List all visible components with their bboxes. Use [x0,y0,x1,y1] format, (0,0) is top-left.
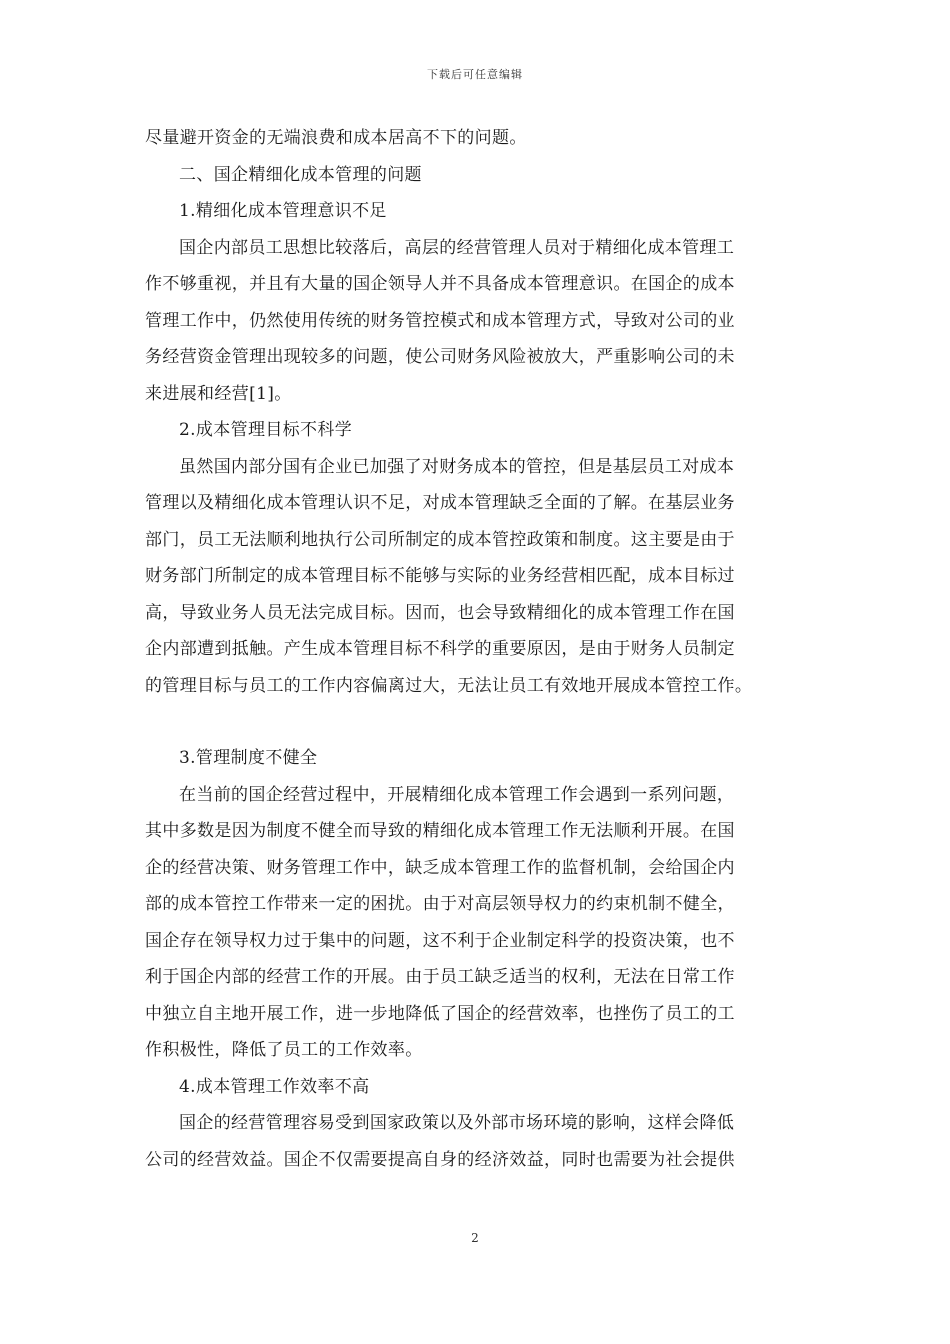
text-line: 务经营资金管理出现较多的问题，使公司财务风险被放大，严重影响公司的未 [145,347,735,367]
text-line: 管理工作中，仍然使用传统的财务管控模式和成本管理方式，导致对公司的业 [145,310,735,331]
text-line: 作积极性，降低了员工的工作效率。 [145,1040,423,1060]
text-line: 部的成本管控工作带来一定的困扰。由于对高层领导权力的约束机制不健全， [145,894,735,914]
text-line: 企内部遭到抵触。产生成本管理目标不科学的重要原因，是由于财务人员制定 [145,639,735,659]
text-line: 3.管理制度不健全 [179,748,318,768]
text-line: 尽量避开资金的无端浪费和成本居高不下的问题。 [145,128,527,148]
text-line: 高，导致业务人员无法完成目标。因而，也会导致精细化的成本管理工作在国 [145,602,735,623]
text-line: 在当前的国企经营过程中，开展精细化成本管理工作会遇到一系列问题， [179,784,735,805]
paragraph-spacer [145,704,815,740]
text-line: 财务部门所制定的成本管理目标不能够与实际的业务经营相匹配，成本目标过 [145,566,735,586]
text-line: 来进展和经营[1]。 [145,383,292,404]
text-line: 其中多数是因为制度不健全而导致的精细化成本管理工作无法顺利开展。在国 [145,821,735,841]
text-line: 作不够重视，并且有大量的国企领导人并不具备成本管理意识。在国企的成本 [145,274,735,294]
text-line: 的管理目标与员工的工作内容偏离过大，无法让员工有效地开展成本管控工作。 [145,675,753,696]
text-line: 部门，员工无法顺利地执行公司所制定的成本管控政策和制度。这主要是由于 [145,529,735,550]
text-line: 公司的经营效益。国企不仅需要提高自身的经济效益，同时也需要为社会提供 [145,1149,735,1170]
text-line: 1.精细化成本管理意识不足 [179,201,387,221]
text-line: 2.成本管理目标不科学 [179,420,353,440]
text-line: 管理以及精细化成本管理认识不足，对成本管理缺乏全面的了解。在基层业务 [145,493,735,513]
text-line: 中独立自主地开展工作，进一步地降低了国企的经营效率，也挫伤了员工的工 [145,1003,735,1024]
text-line: 虽然国内部分国有企业已加强了对财务成本的管控，但是基层员工对成本 [179,456,735,477]
text-line: 企的经营决策、财务管理工作中，缺乏成本管理工作的监督机制，会给国企内 [145,857,735,878]
text-line: 国企的经营管理容易受到国家政策以及外部市场环境的影响，这样会降低 [179,1113,735,1133]
page-number: 2 [471,1231,479,1245]
text-line: 4.成本管理工作效率不高 [179,1076,370,1097]
text-line: 国企存在领导权力过于集中的问题，这不利于企业制定科学的投资决策，也不 [145,930,735,951]
text-line: 国企内部员工思想比较落后，高层的经营管理人员对于精细化成本管理工 [179,237,735,258]
document-body [145,120,815,1178]
text-line: 二、国企精细化成本管理的问题 [179,164,422,185]
page-header-note: 下载后可任意编辑 [427,68,523,81]
text-line: 利于国企内部的经营工作的开展。由于员工缺乏适当的权利，无法在日常工作 [145,967,735,987]
